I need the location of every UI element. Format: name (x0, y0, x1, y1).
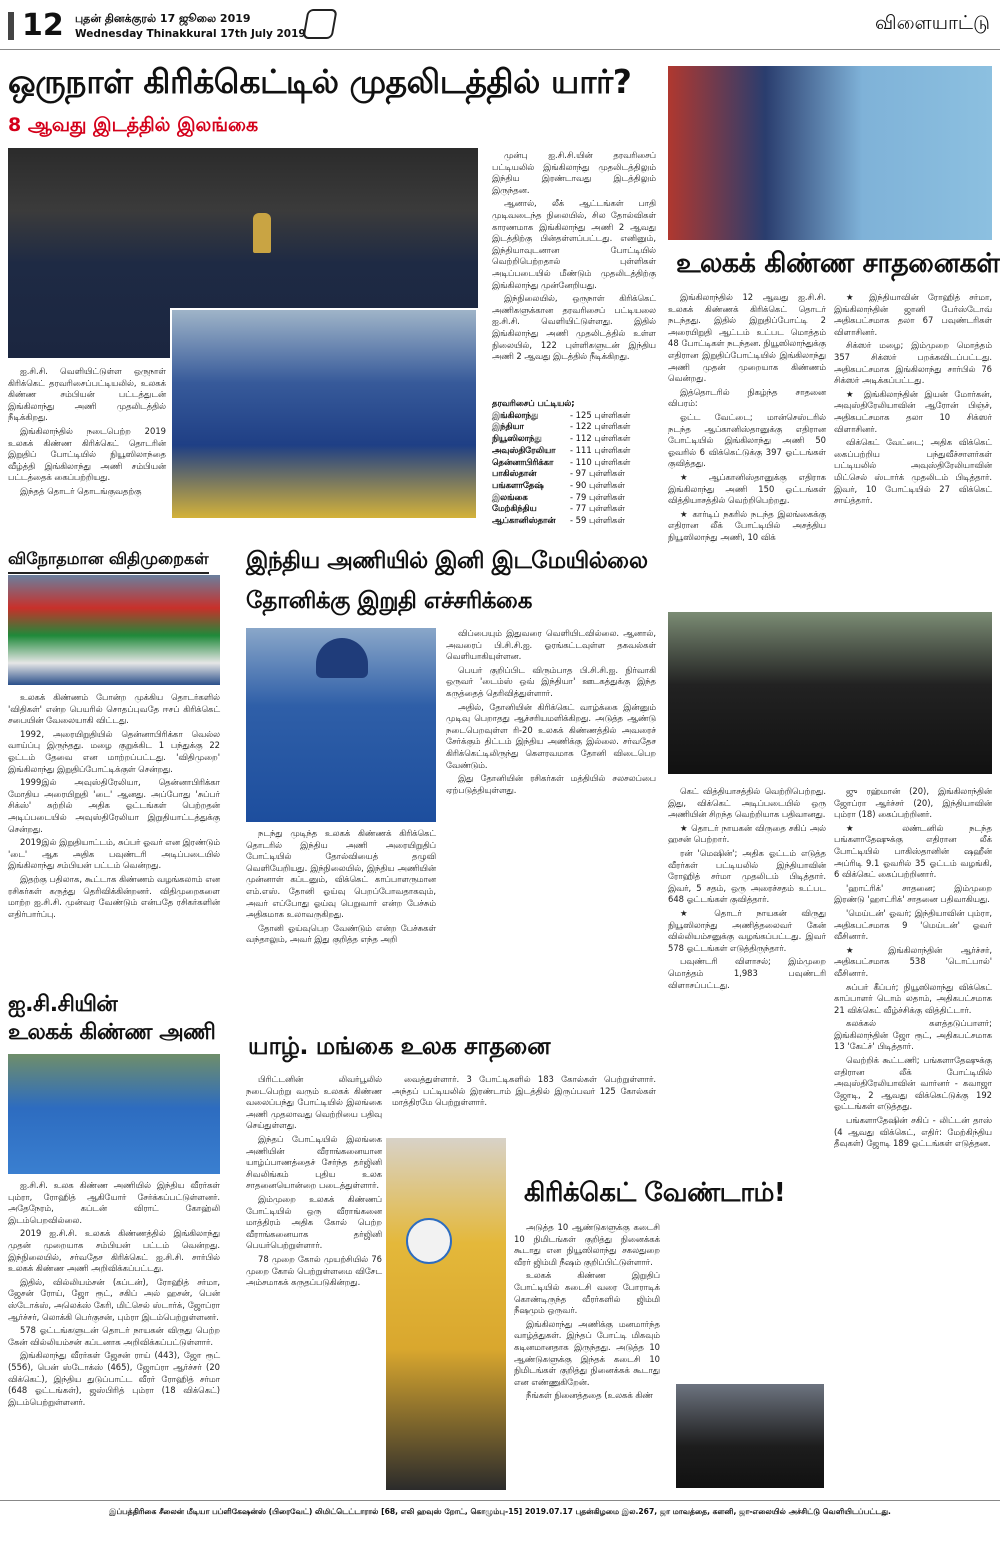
header-date-tamil: புதன் தினக்குரல் 17 ஜூலை 2019 (75, 12, 251, 25)
helmet-icon (316, 638, 368, 678)
england-afghanistan-photo (668, 66, 992, 240)
rankings-title: தரவரிசைப் பட்டியல்; (492, 398, 575, 408)
table-row: இந்தியா - 122 புள்ளிகள் (492, 421, 631, 432)
main-subhead: 8 ஆவது இடத்தில் இலங்கை (8, 114, 259, 136)
no-cricket-headline: கிரிக்கெட் வேண்டாம்! (524, 1178, 786, 1208)
neesham-photo (676, 1384, 824, 1488)
page-number: 12 (22, 8, 64, 43)
table-row: பாகிஸ்தான் - 97 புள்ளிகள் (492, 468, 625, 479)
main-caption-3: இந்தத் தொடர் தொடங்குவதற்கு (20, 485, 142, 496)
main-caption: ஐ.சி.சி. வெளியிட்டுள்ள ஒருநாள் கிரிக்கெட் தரவரிசைப்பட்டியலில், உலகக் கிண்ண சம்பியன் பட்டத்துடன் இங்கிலாந்து அணி முதலிடத்தில் நீடிக்கிறது. (8, 366, 166, 423)
records-column-4: ஜு ரஹ்மான் (20), இங்கிலாந்தின் ஜோப்ரா ஆர்ச்சர் (20), இந்தியாவின் பும்ரா (18) கைப்பற்றினர். ★ லண்டனில் நடந்த பங்களாதேஷுக்கு எதிரான லீக் போட்டியில் பாகிஸ்தானின் ஷஹீன் அப்ரிடி 9.1 ஓவரில் 35 ஓட்டம் வழங்கி, 6 விக்கெட் கைப்பற்றினார். 'ஹாட்ரிக்' சாதனை; இம்முறை இரண்டு 'ஹாட்ரிக்' சாதனை பதிவாகியது. 'மெய்டன்' ஓவர்; இந்தியாவின் பும்ரா, அதிகபட்சமாக 9 'மெய்டன்' ஓவர் வீசினார். ★ இங்கிலாந்தின் ஆர்ச்சர், அதிகபட்சமாக 538 'டொட்பால்' வீசினார். சுப்பர் கீப்பர்; நியூஸிலாந்து விக்கெட் காப்பாளர் டொம் லதாம், அதிகபட்சமாக 21 விக்கெட் வீழ்ச்சிக்கு வித்திட்டார். கலக்கல் களத்தடுப்பாளர்; இங்கிலாந்தின் ஜோ ரூட், அதிகபட்சமாக 13 'கேட்ச்' பிடித்தார். வெற்றிக் கூட்டணி; பங்களாதேஷுக்கு எதிரான லீக் போட்டியில் அவுஸ்திரேலியாவின் வார்னர் - கவாஜா ஜோடி, 2 ஆவது விக்கெட்டுக்கு 192 ஓட்டங்கள் எடுத்தது. பங்களாதேஷின் சகிப் - லிட்டன் தாஸ் (4 ஆவது விக்கெட், எதிர்: மேற்கிந்திய தீவுகள்) ஜோடி 189 ஓட்டங்கள் எடுத்தன. (834, 786, 992, 1149)
srilanka-team-photo (170, 308, 478, 520)
icc-team-title-1: ஐ.சி.சியின் (8, 992, 118, 1017)
dhoni-photo (246, 628, 436, 822)
netball-headline: யாழ். மங்கை உலக சாதனை (248, 1032, 551, 1060)
table-row: அவுஸ்திரேலியா - 111 புள்ளிகள் (492, 444, 631, 455)
main-headline: ஒருநாள் கிரிக்கெட்டில் முதலிடத்தில் யார்? (8, 62, 632, 101)
records-column-1: இங்கிலாந்தில் 12 ஆவது ஐ.சி.சி. உலகக் கிண்ணக் கிரிக்கெட் தொடர் நடந்தது. இதில் இறுதிப்போட்டி 2 அரையிறுதி ஆட்டம் உட்பட மொத்தம் 48 போட்டிகள் நடந்தன. நியூஸிலாந்துக்கு எதிரான இறுதிப்போட்டியில் இங்கிலாந்து அணி முதன் முறையாக கிண்ணம் வென்றது. இத்தொடரில் நிகழ்ந்த சாதனை விபரம்: ஓட்ட வேட்டை; மான்செஸ்டரில் நடந்த ஆப்கானிஸ்தானுக்கு எதிரான போட்டியில் இங்கிலாந்து அணி 50 ஓவரில் 6 விக்கெட்டுக்கு 397 ஓட்டங்கள் குவித்தது. ★ ஆப்கானிஸ்தானுக்கு எதிராக இங்கிலாந்து அணி 150 ஓட்டங்கள் வித்தியாசத்தில் வெற்றிபெற்றது. ★ கார்டிப் நகரில் நடந்த இலங்கைக்கு எதிரான லீக் போட்டியில் அசத்திய நியூஸிலாந்து அணி, 10 விக் (668, 292, 826, 542)
dhoni-body-left: நடந்து முடிந்த உலகக் கிண்ணக் கிரிக்கெட் தொடரில் இந்திய அணி அரையிறுதிப் போட்டியில் தோல்வியைத் தழுவி வெளியேறியது. இந்நிலையில், இந்திய அணியின் முன்னாள் கப்டனும், விக்கெட் காப்பாளருமான எம்.எஸ். தோனி ஓய்வு பெறப்போவதாகவும், அவர் எப்போது ஓய்வு பெறுவார் என்ற பேச்சும் அதிகமாக உலாவருகிறது. தோனி ஓய்வுபெற வேண்டும் என்ற பேச்சுகள் வந்தாலும், அவர் இது குறித்த எந்த அறி (246, 828, 436, 945)
newspaper-logo-icon (302, 9, 337, 39)
icc-team-body: ஐ.சி.சி. உலக கிண்ண அணியில் இந்திய வீரர்கள் பும்ரா, ரோஹித் ஆகியோர் சேர்க்கப்பட்டுள்ளனர். அதேநேரம், கப்டன் விராட் கோஹ்லி இடம்பெறவில்லை. 2019 ஐ.சி.சி. உலகக் கிண்ணத்தில் இங்கிலாந்து முதன் முறையாக சம்பியன் பட்டம் வென்றது. இந்நிலையில், சர்வதேச கிரிக்கெட் ஐ.சி.சி. சார்பில் உலகக் கிண்ண அணி அறிவிக்கப்பட்டது. இதில், வில்லியம்சன் (கப்டன்), ரோஹித் சர்மா, ஜேசன் ரோய், ஜோ ரூட், சகிப் அல் ஹசன், பென் ஸ்டோக்ஸ், அலெக்ஸ் கேரி, மிட்செல் ஸ்டார்க், ஜோப்ரா ஆர்ச்சர், லொக்கி பெர்குசன், பும்ரா இடம்பெற்றுள்ளனர். 578 ஓட்டங்களுடன் தொடர் நாயகன் விருது பெற்ற கேன் வில்லியம்சன் கப்டனாக அறிவிக்கப்பட்டுள்ளார். இங்கிலாந்து வீரர்கள் ஜேசன் ராய் (443), ஜோ ரூட் (556), பென் ஸ்டோக்ஸ் (465), ஜோப்ரா ஆர்ச்சர் (20 விக்கெட்), இந்திய துடுப்பாட்ட வீரர் ரோஹித் சர்மா (648 ஓட்டங்கள்), ஜஸ்பிரித் பும்ரா (18 விக்கெட்) இடம்பெற்றுள்ளனர். (8, 1180, 220, 1407)
newzealand-team-photo (668, 612, 992, 774)
footer-imprint: இப்பத்திரிகை சீலைன் மீடியா பப்ளிகேஷன்ஸ் (பிரைவேட்) லிமிட்டெட்டாரால் [68, எலி ஹவுஸ் றோட், கொழும்பு-15] 2019.07.17 புதன்கிழமை இல.267, ஜா மாவத்தை, களனி, ஜா-எலையில் அச்சிட்டு வெளியிடப்பட்டது. (109, 1507, 891, 1516)
dhoni-headline-2: தோனிக்கு இறுதி எச்சரிக்கை (246, 588, 532, 614)
dhoni-body-right: விப்பையும் இதுவரை வெளியிடவில்லை. ஆனால், அவரைப் பி.சி.சி.ஐ. ஓரங்கட்டவுள்ள தகவல்கள் வெளியாகியுள்ளன. பெயர் குறிப்பிட விரும்பாத பி.சி.சி.ஐ. நிர்வாகி ஒருவர் 'டைம்ஸ் ஒவ் இந்தியா' ஊடகத்துக்கு இந்த கருத்தைத் தெரிவித்துள்ளார். அதில், தோனியின் கிரிக்கெட் வாழ்க்கை இன்னும் முடிவு பெறாதது ஆச்சரியமளிக்கிறது. அடுத்த ஆண்டு நடைபெறவுள்ள ரி-20 உலகக் கிண்ணத்தில் அவரைச் சேர்க்கும் திட்டம் இந்திய அணிக்கு இல்லை. சர்வதேச கிரிக்கெட்டிலிருந்து கௌரவமாக தோனி விடைபெற வேண்டும். இது தோனியின் ரசிகர்கள் மத்தியில் சலசலப்பை ஏற்படுத்தியுள்ளது. (446, 628, 656, 795)
main-caption-column (8, 366, 166, 500)
rules-title: விநோதமான விதிமுறைகள் (8, 549, 209, 574)
rules-body: உலகக் கிண்ணம் போன்ற முக்கிய தொடர்களில் 'விதிகள்' என்ற பெயரில் சொதப்புவதே ஈசப் கிரிக்கெட் சபையின் வேலையாகி விட்டது. 1992, அரையிறுதியில் தென்னாபிரிக்கா வெல்ல வாய்ப்பு இருந்தது. மழை குறுக்கிட 1 பந்துக்கு 22 ஓட்டம் தேவை என மாற்றப்பட்டது. 'விதிமுறை' இங்கிலாந்து இறுதிப்போட்டிக்குள் சென்றது. 1999இல் அவுஸ்திரேலியா, தென்னாபிரிக்கா மோதிய அரையிறுதி 'டை' ஆனது. அப்போது 'சுப்பர் சிக்ஸ்' சுற்றில் அதிக ஓட்டங்கள் பெற்றதன் அடிப்படையில் அவுஸ்திரேலியா இறுதியாட்டத்துக்கு சென்றது. 2019இல் இறுதியாட்டம், சுப்பர் ஓவர் என இரண்டும் 'டை' ஆக அதிக பவுண்டரி அடிப்படையில் இங்கிலாந்து சம்பியன் பட்டம் வென்றது. இதற்கு பதிலாக, கூட்டாக கிண்ணம் வழங்கலாம் என ரசிகர்கள் கருத்து தெரிவிக்கின்றனர். விதிமுறைகளை மாற்ற ஐ.சி.சி. முன்வர வேண்டும் என்பதே ரசிகர்களின் எதிர்பார்ப்பு. (8, 692, 220, 919)
table-row: இங்கிலாந்து - 125 புள்ளிகள் (492, 409, 631, 420)
trophy-icon (253, 213, 271, 253)
india-players-photo (8, 1054, 220, 1174)
header-accent-bar (8, 12, 14, 40)
records-headline: உலகக் கிண்ண சாதனைகள் (676, 248, 1000, 279)
records-column-3: கெட் வித்தியாசத்தில் வெற்றிபெற்றது. இது, விக்கெட் அடிப்படையில் ஒரு அணியின் சிறந்த வெற்றியாக பதிவானது. ★ தொடர் நாயகன் விருதை சகிப் அல் ஹசன் பெற்றார். ரன் 'மெஷின்'; அதிக ஓட்டம் எடுத்த வீரர்கள் பட்டியலில் இந்தியாவின் ரோஹித் சர்மா முதலிடம் பிடித்தார். இவர், 5 சதம், ஒரு அரைச்சதம் உட்பட 648 ஓட்டங்கள் குவித்தார். ★ தொடர் நாயகன் விருது நியூஸிலாந்து அணித்தலைவர் கேன் வில்லியம்சனுக்கு வழங்கப்பட்டது. இவர் 578 ஓட்டங்கள் எடுத்திருந்தார். பவுண்டரி விளாசல்; இம்முறை மொத்தம் 1,983 பவுண்டரி விளாசப்பட்டது. (668, 786, 826, 990)
table-row: இலங்கை - 79 புள்ளிகள் (492, 491, 625, 502)
no-cricket-body-left: அடுத்த 10 ஆண்டுகளுக்கு கடைசி 10 நிமிடங்கள் குறித்து நினைக்கக் கூடாது என நியூஸிலாந்து சகலதுறை வீரர் ஜிம்மி நீஷம் குறிப்பிட்டுள்ளார். உலகக் கிண்ண இறுதிப் போட்டியில் கடைசி வரை போராடிக் கொண்டிருந்த வீரர்களில் ஜிம்மி நீஷமும் ஒருவர். இங்கிலாந்து அணிக்கு மனமார்ந்த வாழ்த்துகள். இந்தப் போட்டி மிகவும் கடினமானதாக இருந்தது. அடுத்த 10 ஆண்டுகளுக்கு இந்தக் கடைசி 10 நிமிடங்கள் குறித்து நினைக்கக் கூடாது என எண்ணுகிறேன். நீங்கள் நினைத்ததை (உலகக் கிண் (514, 1222, 660, 1401)
rankings-table (492, 398, 656, 527)
dhoni-headline-1: இந்திய அணியில் இனி இடமேயில்லை (246, 548, 648, 574)
section-label: விளையாட்டு (874, 12, 990, 34)
netball-icon (406, 1218, 452, 1264)
netball-body-left: பிரிட்டனின் லிவர்பூலில் நடைபெற்று வரும் உலகக் கிண்ண வலைப்பந்து போட்டியில் இலங்கை அணி முதலாவது வெற்றியை பதிவு செய்துள்ளது. இந்தப் போட்டியில் இலங்கை அணியின் வீராங்கனையான யாழ்ப்பாணத்தைச் சேர்ந்த தர்ஜினி சிவலிங்கம் புதிய உலக சாதனையொன்றை படைத்துள்ளார். இம்முறை உலகக் கிண்ணப் போட்டியில் ஒரு வீராங்கனை மாத்திரம் அதிக கோல் பெற்ற வீராங்கனையாக தர்ஜினி பெயர்பெற்றுள்ளார். 78 முறை கோல் முயற்சியில் 76 முறை கோல் பெற்றுள்ளமை விசேட அம்சமாகக் கருதப்படுகின்றது. (246, 1074, 382, 1288)
table-row: மேற்கிந்திய - 77 புள்ளிகள் (492, 503, 625, 514)
table-row: பங்களாதேஷ் - 90 புள்ளிகள் (492, 479, 625, 490)
netball-body-right: வைத்துள்ளார். 3 போட்டிகளில் 183 கோல்கள் பெற்றுள்ளார். அந்தப் பட்டியலில் இரண்டாம் இடத்தில் இருப்பவர் 125 கோல்கள் மாத்திரமே பெற்றுள்ளார். (392, 1074, 656, 1108)
records-column-2: ★ இந்தியாவின் ரோஹித் சர்மா, இங்கிலாந்தின் ஜானி பேர்ஸ்டோவ் அதிகபட்சமாக தலா 67 பவுண்டரிகள் விளாசினர். சிக்ஸர் மழை; இம்முறை மொத்தம் 357 சிக்ஸர் பறக்கவிடப்பட்டது. அதிகபட்சமாக இங்கிலாந்து சார்பில் 76 சிக்ஸர் அடிக்கப்பட்டது. ★ இங்கிலாந்தின் இயன் மோர்கன், அவுஸ்திரேலியாவின் ஆரோன் பிஞ்ச், அதிகபட்சமாக தலா 10 சிக்ஸர் விளாசினர். விக்கெட் வேட்டை; அதிக விக்கெட் கைப்பற்றிய பந்துவீச்சாளர்கள் பட்டியலில் அவுஸ்திரேலியாவின் மிட்செல் ஸ்டார்க் முதலிடம் பிடித்தார். இவர், 10 போட்டியில் 27 விக்கெட் சாய்த்தார். (834, 292, 992, 506)
main-body-p2: ஆனால், லீக் ஆட்டங்கள் பாதி முடிவடைந்த நிலையில், சில தோல்விகள் காரணமாக இங்கிலாந்து அணி 2 ஆவது இடத்திற்கு பின்தள்ளப்பட்டது. எனினும், இந்தியாவுடனான போட்டியில் வெற்றிபெற்றதால் புள்ளிகள் அடிப்படையில் மீண்டும் முதலிடத்திற்கு இங்கிலாந்து முன்னேறியது. (492, 198, 656, 290)
table-row: ஆப்கானிஸ்தான் - 59 புள்ளிகள் (492, 515, 625, 526)
captains-photo (8, 575, 220, 685)
table-row: நியூஸிலாந்து - 112 புள்ளிகள் (492, 433, 631, 444)
header-date-english: Wednesday Thinakkural 17th July 2019 (75, 28, 306, 40)
page-header (0, 0, 1000, 50)
tharjini-photo (386, 1138, 506, 1490)
main-body-p3: இந்நிலையில், ஒருநாள் கிரிக்கெட் அணிகளுக்கான தரவரிசைப் பட்டியலை ஐ.சி.சி. வெளியிட்டுள்ளது. இதில் இங்கிலாந்து அணி முதலிடத்தில் உள்ள நிலையில், 122 புள்ளிகளுடன் இந்திய அணி 2 ஆவது இடத்தில் நீடிக்கிறது. (492, 293, 656, 362)
page-footer (0, 1500, 1000, 1541)
table-row: தென்னாபிரிக்கா - 110 புள்ளிகள் (492, 456, 631, 467)
icc-team-title-2: உலகக் கிண்ண அணி (8, 1020, 216, 1045)
main-caption-2: இங்கிலாந்தில் நடைபெற்ற 2019 உலகக் கிண்ண கிரிக்கெட் தொடரின் இறுதிப் போட்டியில் நியூஸிலாந்தை வீழ்த்தி இங்கிலாந்து அணி சம்பியன் பட்டத்தைக் கைப்பற்றியது. (8, 425, 166, 483)
main-body-column (492, 150, 656, 365)
main-body-p1: முன்பு ஐ.சி.சி.யின் தரவரிசைப் பட்டியலில் இங்கிலாந்து முதலிடத்திலும் இந்திய இரண்டாவது இடத்திலும் இருந்தன. (492, 150, 656, 195)
